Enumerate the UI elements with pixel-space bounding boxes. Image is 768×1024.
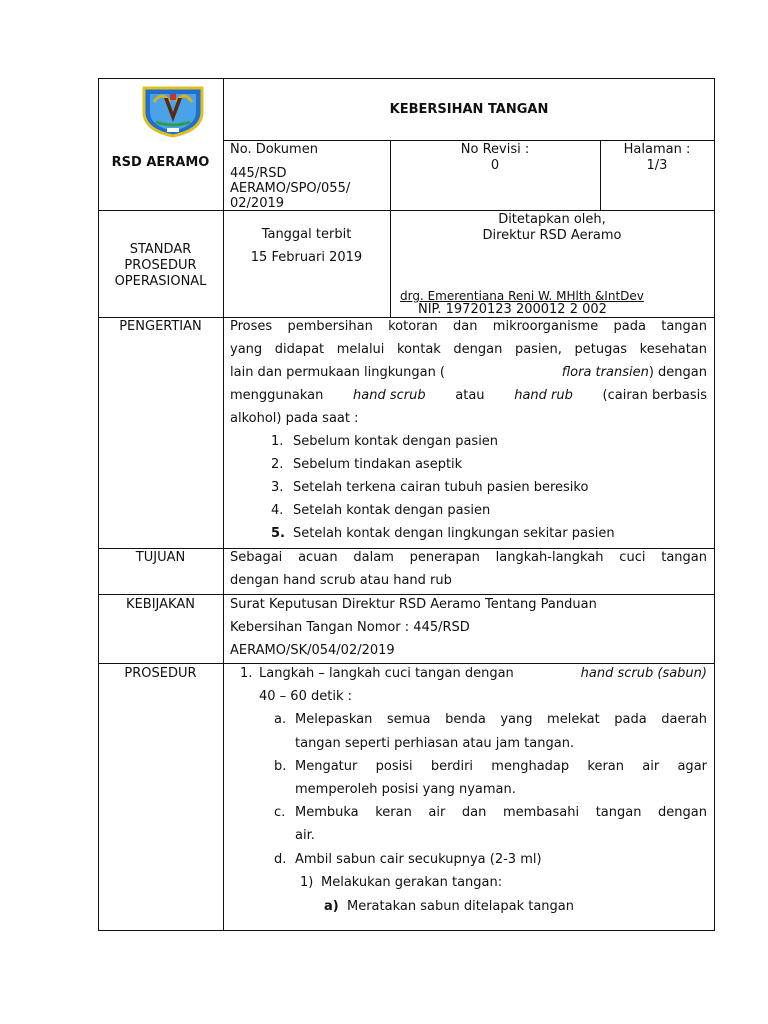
pengertian-line-5: alkohol) pada saat : xyxy=(230,411,359,426)
tujuan-line-1: Sebagai acuan dalam penerapan langkah-langkah cuci tangan xyxy=(230,550,707,565)
pengertian-item-text: Setelah kontak dengan lingkungan sekitar pasien xyxy=(293,526,615,541)
prosedur-label: PROSEDUR xyxy=(124,666,197,681)
kebijakan-line-2: Kebersihan Tangan Nomor : 445/RSD xyxy=(230,620,470,635)
prosedur-sub-d-1-a-text: Meratakan sabun ditelapak tangan xyxy=(347,899,575,914)
prosedur-sub-d-1-num: 1) xyxy=(300,875,314,890)
signer-nip: NIP. 19720123 200012 2 002 xyxy=(418,302,607,317)
tujuan-label: TUJUAN xyxy=(135,550,186,565)
pengertian-line-4-b: atau xyxy=(455,388,485,403)
pengertian-line-3 xyxy=(230,365,707,381)
pengertian-item-text: Sebelum kontak dengan pasien xyxy=(293,434,499,449)
row-divider-prosedur xyxy=(98,663,715,664)
table-border-right xyxy=(714,78,715,931)
pengertian-line-4-c: (cairan berbasis xyxy=(602,388,707,403)
pengertian-item-num: 4. xyxy=(271,503,284,518)
tujuan-line-2: dengan hand scrub atau hand rub xyxy=(230,573,452,588)
kebijakan-line-3: AERAMO/SK/054/02/2019 xyxy=(230,643,395,658)
prosedur-sub-a-line-1: Melepaskan semua benda yang melekat pada daerah xyxy=(295,712,707,727)
prosedur-sub-c-line-2: air. xyxy=(295,828,315,843)
header-hline-2 xyxy=(98,210,715,211)
halaman-value: 1/3 xyxy=(646,158,668,173)
prosedur-step-num: 1. xyxy=(240,666,253,681)
sop-label-1: STANDAR xyxy=(129,242,192,257)
prosedur-sub-b-line-2: memperoleh posisi yang nyaman. xyxy=(295,782,516,797)
pengertian-item-num: 3. xyxy=(271,480,284,495)
header-hline-3 xyxy=(98,317,715,318)
pengertian-item-text: Setelah kontak dengan pasien xyxy=(293,503,491,518)
prosedur-sub-letter: d. xyxy=(274,852,287,867)
pengertian-item-num: 1. xyxy=(271,434,284,449)
pengertian-item-num: 2. xyxy=(271,457,284,472)
hand-rub-term: hand rub xyxy=(514,388,573,403)
doc-title: KEBERSIHAN TANGAN xyxy=(389,102,549,117)
no-dokumen-label: No. Dokumen xyxy=(230,142,318,157)
prosedur-sub-a-line-2: tangan seperti perhiasan atau jam tangan. xyxy=(295,736,575,751)
kebijakan-label: KEBIJAKAN xyxy=(126,597,195,612)
no-revisi-value: 0 xyxy=(490,158,500,173)
hand-scrub-term: hand scrub xyxy=(353,388,426,403)
prosedur-sub-letter: a. xyxy=(274,712,287,727)
prosedur-sub-b-line-1: Mengatur posisi berdiri menghadap keran air agar xyxy=(295,759,707,774)
prosedur-sub-d-line-1: Ambil sabun cair secukupnya (2-3 ml) xyxy=(295,852,542,867)
no-revisi-label: No Revisi : xyxy=(460,142,530,157)
pengertian-label: PENGERTIAN xyxy=(119,319,202,334)
pengertian-item-text: Setelah terkena cairan tubuh pasien beresiko xyxy=(293,480,589,495)
prosedur-sub-c-line-1: Membuka keran air dan membasahi tangan dengan xyxy=(295,805,707,820)
prosedur-step-1-text: Langkah – langkah cuci tangan dengan xyxy=(259,666,514,681)
pengertian-line-2: yang didapat melalui kontak dengan pasien, petugas kesehatan xyxy=(230,342,707,357)
header-hline-1 xyxy=(223,140,715,141)
no-dokumen-value-3: 02/2019 xyxy=(230,196,285,211)
row-divider-tujuan xyxy=(98,548,715,549)
table-border-left xyxy=(98,78,99,931)
sop-label-3: OPERASIONAL xyxy=(114,274,207,289)
org-name: RSD AERAMO xyxy=(111,155,210,170)
hand-scrub-sabun-term: hand scrub (sabun) xyxy=(580,666,707,681)
pengertian-line-3-a: lain dan permukaan lingkungan ( xyxy=(230,365,446,380)
row-divider-kebijakan xyxy=(98,594,715,595)
tanggal-terbit-value: 15 Februari 2019 xyxy=(250,250,363,265)
pengertian-line-3-b: ) dengan xyxy=(648,365,707,380)
kebijakan-line-1: Surat Keputusan Direktur RSD Aeramo Tentang Panduan xyxy=(230,597,597,612)
prosedur-sub-letter: b. xyxy=(274,759,287,774)
halaman-label: Halaman : xyxy=(623,142,691,157)
ditetapkan-label: Ditetapkan oleh, xyxy=(498,212,606,227)
regional-emblem-icon xyxy=(140,82,206,138)
tanggal-terbit-label: Tanggal terbit xyxy=(261,227,352,242)
table-border-top xyxy=(98,78,715,79)
pengertian-line-4-a: menggunakan xyxy=(230,388,324,403)
prosedur-sub-letter: c. xyxy=(274,805,286,820)
prosedur-sub-d-1-a-letter: a) xyxy=(324,899,339,914)
pengertian-item-num: 5. xyxy=(271,526,285,541)
pengertian-line-4 xyxy=(230,388,707,404)
table-border-bottom xyxy=(98,930,715,931)
pengertian-line-1: Proses pembersihan kotoran dan mikroorganisme pada tangan xyxy=(230,319,707,334)
prosedur-step-1-line-2: 40 – 60 detik : xyxy=(259,689,352,704)
prosedur-step-1-line-1 xyxy=(259,666,707,682)
pengertian-item-text: Sebelum tindakan aseptik xyxy=(293,457,463,472)
sop-label-2: PROSEDUR xyxy=(124,258,197,273)
no-dokumen-value-2: AERAMO/SPO/055/ xyxy=(230,181,351,196)
ditetapkan-jabatan: Direktur RSD Aeramo xyxy=(482,228,622,243)
no-dokumen-value-1: 445/RSD xyxy=(230,166,287,181)
signer-name: drg. Emerentiana Reni W. MHlth &IntDev xyxy=(400,289,644,303)
prosedur-sub-d-1-text: Melakukan gerakan tangan: xyxy=(321,875,503,890)
flora-transien-term: flora transien xyxy=(561,365,649,380)
table-col-divider xyxy=(223,78,224,931)
